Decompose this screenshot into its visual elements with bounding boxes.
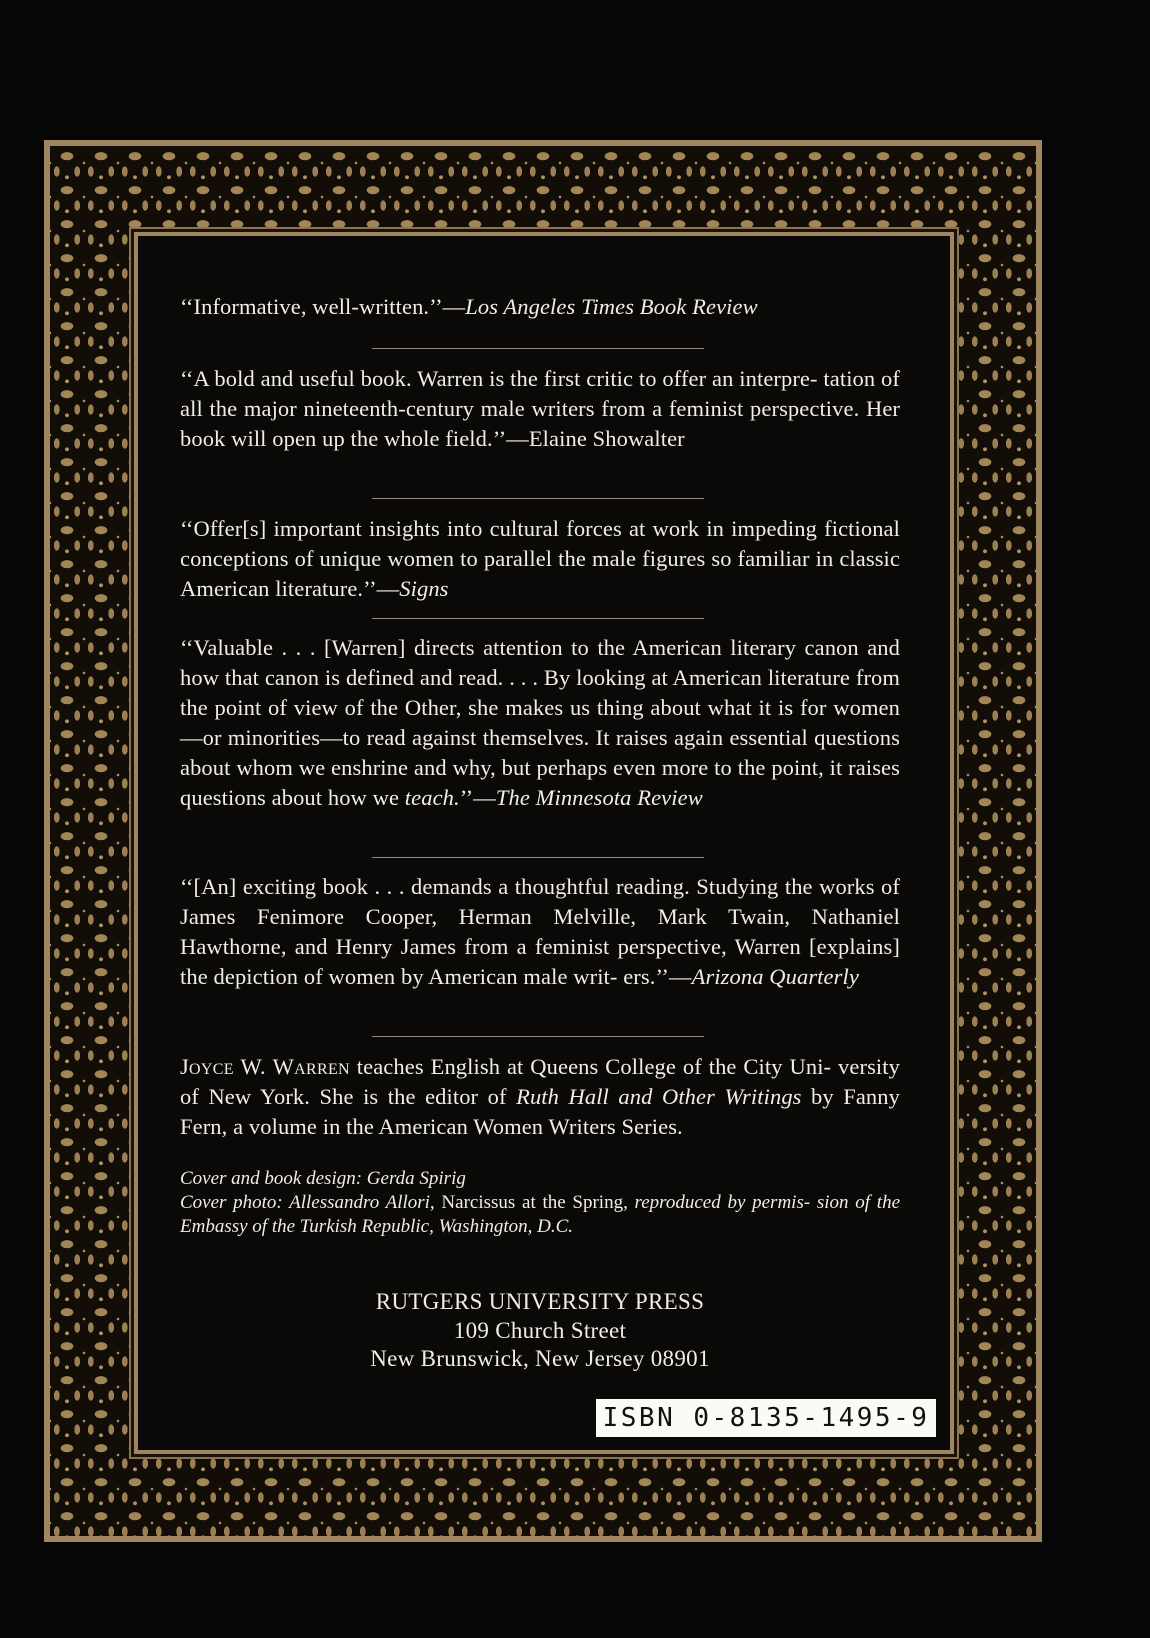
review-source: Arizona Quarterly <box>691 964 859 989</box>
review-emphasis: teach. <box>404 785 460 810</box>
publisher-name: RUTGERS UNIVERSITY PRESS <box>375 1289 705 1314</box>
publisher-address <box>240 1288 840 1374</box>
review-arizona <box>180 872 900 992</box>
review-source: The Minnesota Review <box>495 785 703 810</box>
review-showalter <box>180 364 900 454</box>
photo-credit-prefix: Cover photo: Allessandro Allori, <box>180 1192 442 1213</box>
review-minnesota <box>180 633 900 813</box>
review-signs <box>180 514 900 604</box>
author-bio <box>180 1052 900 1142</box>
isbn-label: ISBN 0-8135-1495-9 <box>596 1399 936 1437</box>
review-la-times <box>180 292 900 322</box>
photo-credit <box>180 1191 900 1239</box>
review-quote: ‘‘Informative, well-written.’’— <box>180 294 466 319</box>
divider-rule <box>372 348 704 349</box>
design-credit: Cover and book design: Gerda Spirig <box>180 1168 466 1189</box>
review-quote: ‘‘Offer[s] important insights into cultural forces at work in impeding fictional conceptions of unique women to parallel the male figures so familiar in classic American literature.’’— <box>180 516 900 601</box>
divider-rule <box>372 498 704 499</box>
review-source: Signs <box>399 576 449 601</box>
review-quote-end: ’’— <box>459 785 496 810</box>
author-book-title: Ruth Hall and Other Writings <box>516 1084 802 1109</box>
author-bio-text-end: by Fanny Fern, a volume in the American Women Writers Series. <box>180 1084 900 1139</box>
review-quote: ‘‘A bold and useful book. Warren is the first critic to offer an interpre- tation of all the major nineteenth-century male writers from a feminist perspective. Her book will open up the whole field.’’—Elaine Showalter <box>180 366 900 451</box>
author-bio-text: teaches English at Queens College of the City Uni- versity of New York. She is the editor of <box>180 1054 900 1109</box>
divider-rule <box>372 1036 704 1037</box>
review-quote: ‘‘Valuable . . . [Warren] directs attention to the American literary canon and how that canon is defined and read. . . . By looking at American literature from the point of view of the Other, she makes us thing about what it is for women—or minorities—to read against themselves. It raises again essential questions about whom we enshrine and why, but perhaps even more to the point, it raises questions about how we <box>180 635 900 810</box>
author-name: Joyce W. Warren <box>180 1054 350 1079</box>
review-source: Los Angeles Times Book Review <box>465 294 758 319</box>
photo-credit-suffix: , reproduced by permis- sion of the Embassy of the Turkish Republic, Washington, D.C. <box>180 1192 900 1237</box>
divider-rule <box>372 618 704 619</box>
cover-credits <box>180 1167 900 1239</box>
photo-title: Narcissus at the Spring <box>441 1192 624 1213</box>
review-quote: ‘‘[An] exciting book . . . demands a thoughtful reading. Studying the works of James Fenimore Cooper, Herman Melville, Mark Twain, Nathaniel Hawthorne, and Henry James from a feminist perspective, Warren [explains] the depiction of women by American male writ- ers.’’— <box>180 874 900 989</box>
divider-rule <box>372 857 704 858</box>
publisher-city: New Brunswick, New Jersey 08901 <box>370 1346 710 1371</box>
publisher-street: 109 Church Street <box>453 1317 627 1343</box>
